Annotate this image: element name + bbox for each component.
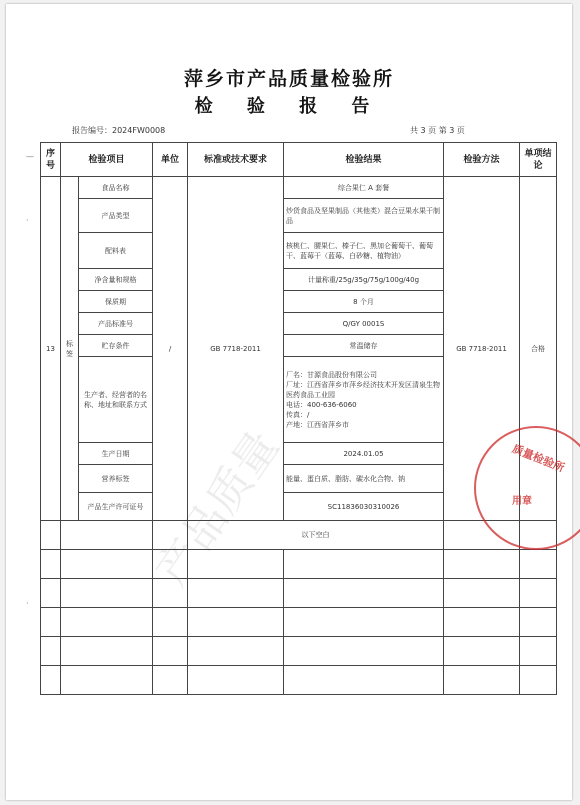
row-seq: 13 xyxy=(41,177,61,521)
subitem-value: 8 个月 xyxy=(284,291,444,313)
org-title: 萍乡市产品质量检验所 xyxy=(183,68,394,90)
subitem-name: 生产日期 xyxy=(79,443,153,465)
subitem-name: 营养标签 xyxy=(79,465,153,493)
blank-row xyxy=(41,521,557,550)
blank-note: 以下空白 xyxy=(188,521,444,550)
row-item: 标签 xyxy=(61,177,79,521)
report-number-label: 报告编号： xyxy=(72,126,112,135)
row-method: GB 7718-2011 xyxy=(444,177,520,521)
subitem-name: 保质期 xyxy=(79,291,153,313)
table-header-row xyxy=(41,143,557,177)
seal-text: 质量检验所 xyxy=(510,442,567,475)
manufacturer-address: 厂址：江西省萍乡市萍乡经济技术开发区清泉生物医药食品工业园 xyxy=(286,380,441,399)
manufacturer-phone: 电话：400-636-6060 xyxy=(286,400,357,409)
subitem-name: 生产者、经营者的名称、地址和联系方式 xyxy=(79,357,153,443)
report-number-value: 2024FW0008 xyxy=(112,126,166,135)
blank-row xyxy=(41,550,557,579)
header-conclusion: 单项结论 xyxy=(520,143,557,177)
header-result: 检验结果 xyxy=(284,143,444,177)
subitem-value: 核桃仁、腰果仁、榛子仁、黑加仑葡萄干、葡萄干、蓝莓干（蓝莓、白砂糖、植物油） xyxy=(284,233,444,269)
blank-row xyxy=(41,666,557,695)
inspection-table xyxy=(40,142,557,695)
watermark-text: 产品质量 xyxy=(146,421,290,596)
subitem-name: 食品名称 xyxy=(79,177,153,199)
header-item: 检验项目 xyxy=(61,143,153,177)
table-row xyxy=(41,177,557,199)
subitem-value: Q/GY 0001S xyxy=(284,313,444,335)
subitem-value: 计量称重/25g/35g/75g/100g/40g xyxy=(284,269,444,291)
row-standard: GB 7718-2011 xyxy=(188,177,284,521)
subitem-value: 炒货食品及坚果制品（其他类）混合豆果水果干制品 xyxy=(284,199,444,233)
subitem-name: 净含量和规格 xyxy=(79,269,153,291)
subitem-value: 综合果仁 A 套餐 xyxy=(284,177,444,199)
subitem-value: 2024.01.05 xyxy=(284,443,444,465)
blank-row xyxy=(41,637,557,666)
subitem-name: 产品标准号 xyxy=(79,313,153,335)
subitem-name: 产品类型 xyxy=(79,199,153,233)
subitem-value: 能量、蛋白质、脂肪、碳水化合物、钠 xyxy=(284,465,444,493)
subitem-name: 贮存条件 xyxy=(79,335,153,357)
binding-mark: · xyxy=(26,599,29,608)
blank-row xyxy=(41,608,557,637)
page-count: 共 3 页 第 3 页 xyxy=(410,126,465,135)
binding-mark: — xyxy=(26,152,34,161)
header-unit: 单位 xyxy=(153,143,188,177)
header-seq: 序号 xyxy=(41,143,61,177)
manufacturer-name: 厂名：甘源食品股份有限公司 xyxy=(286,370,378,379)
binding-mark: · xyxy=(26,216,29,225)
header-method: 检验方法 xyxy=(444,143,520,177)
blank-row xyxy=(41,579,557,608)
seal-text-2: 用章 xyxy=(512,496,532,507)
subitem-name: 配料表 xyxy=(79,233,153,269)
row-unit: / xyxy=(153,177,188,521)
report-page xyxy=(6,4,572,800)
subitem-value: SC11836030310026 xyxy=(284,493,444,521)
manufacturer-fax: 传真：/ xyxy=(286,410,310,419)
header-standard: 标准或技术要求 xyxy=(188,143,284,177)
row-conclusion: 合格 xyxy=(520,177,557,521)
subitem-name: 产品生产许可证号 xyxy=(79,493,153,521)
manufacturer-origin: 产地：江西省萍乡市 xyxy=(286,420,350,429)
report-number xyxy=(72,125,165,136)
subitem-value: 常温储存 xyxy=(284,335,444,357)
doc-title: 检 验 报 告 xyxy=(194,96,384,117)
subitem-value-multiline xyxy=(284,357,444,443)
